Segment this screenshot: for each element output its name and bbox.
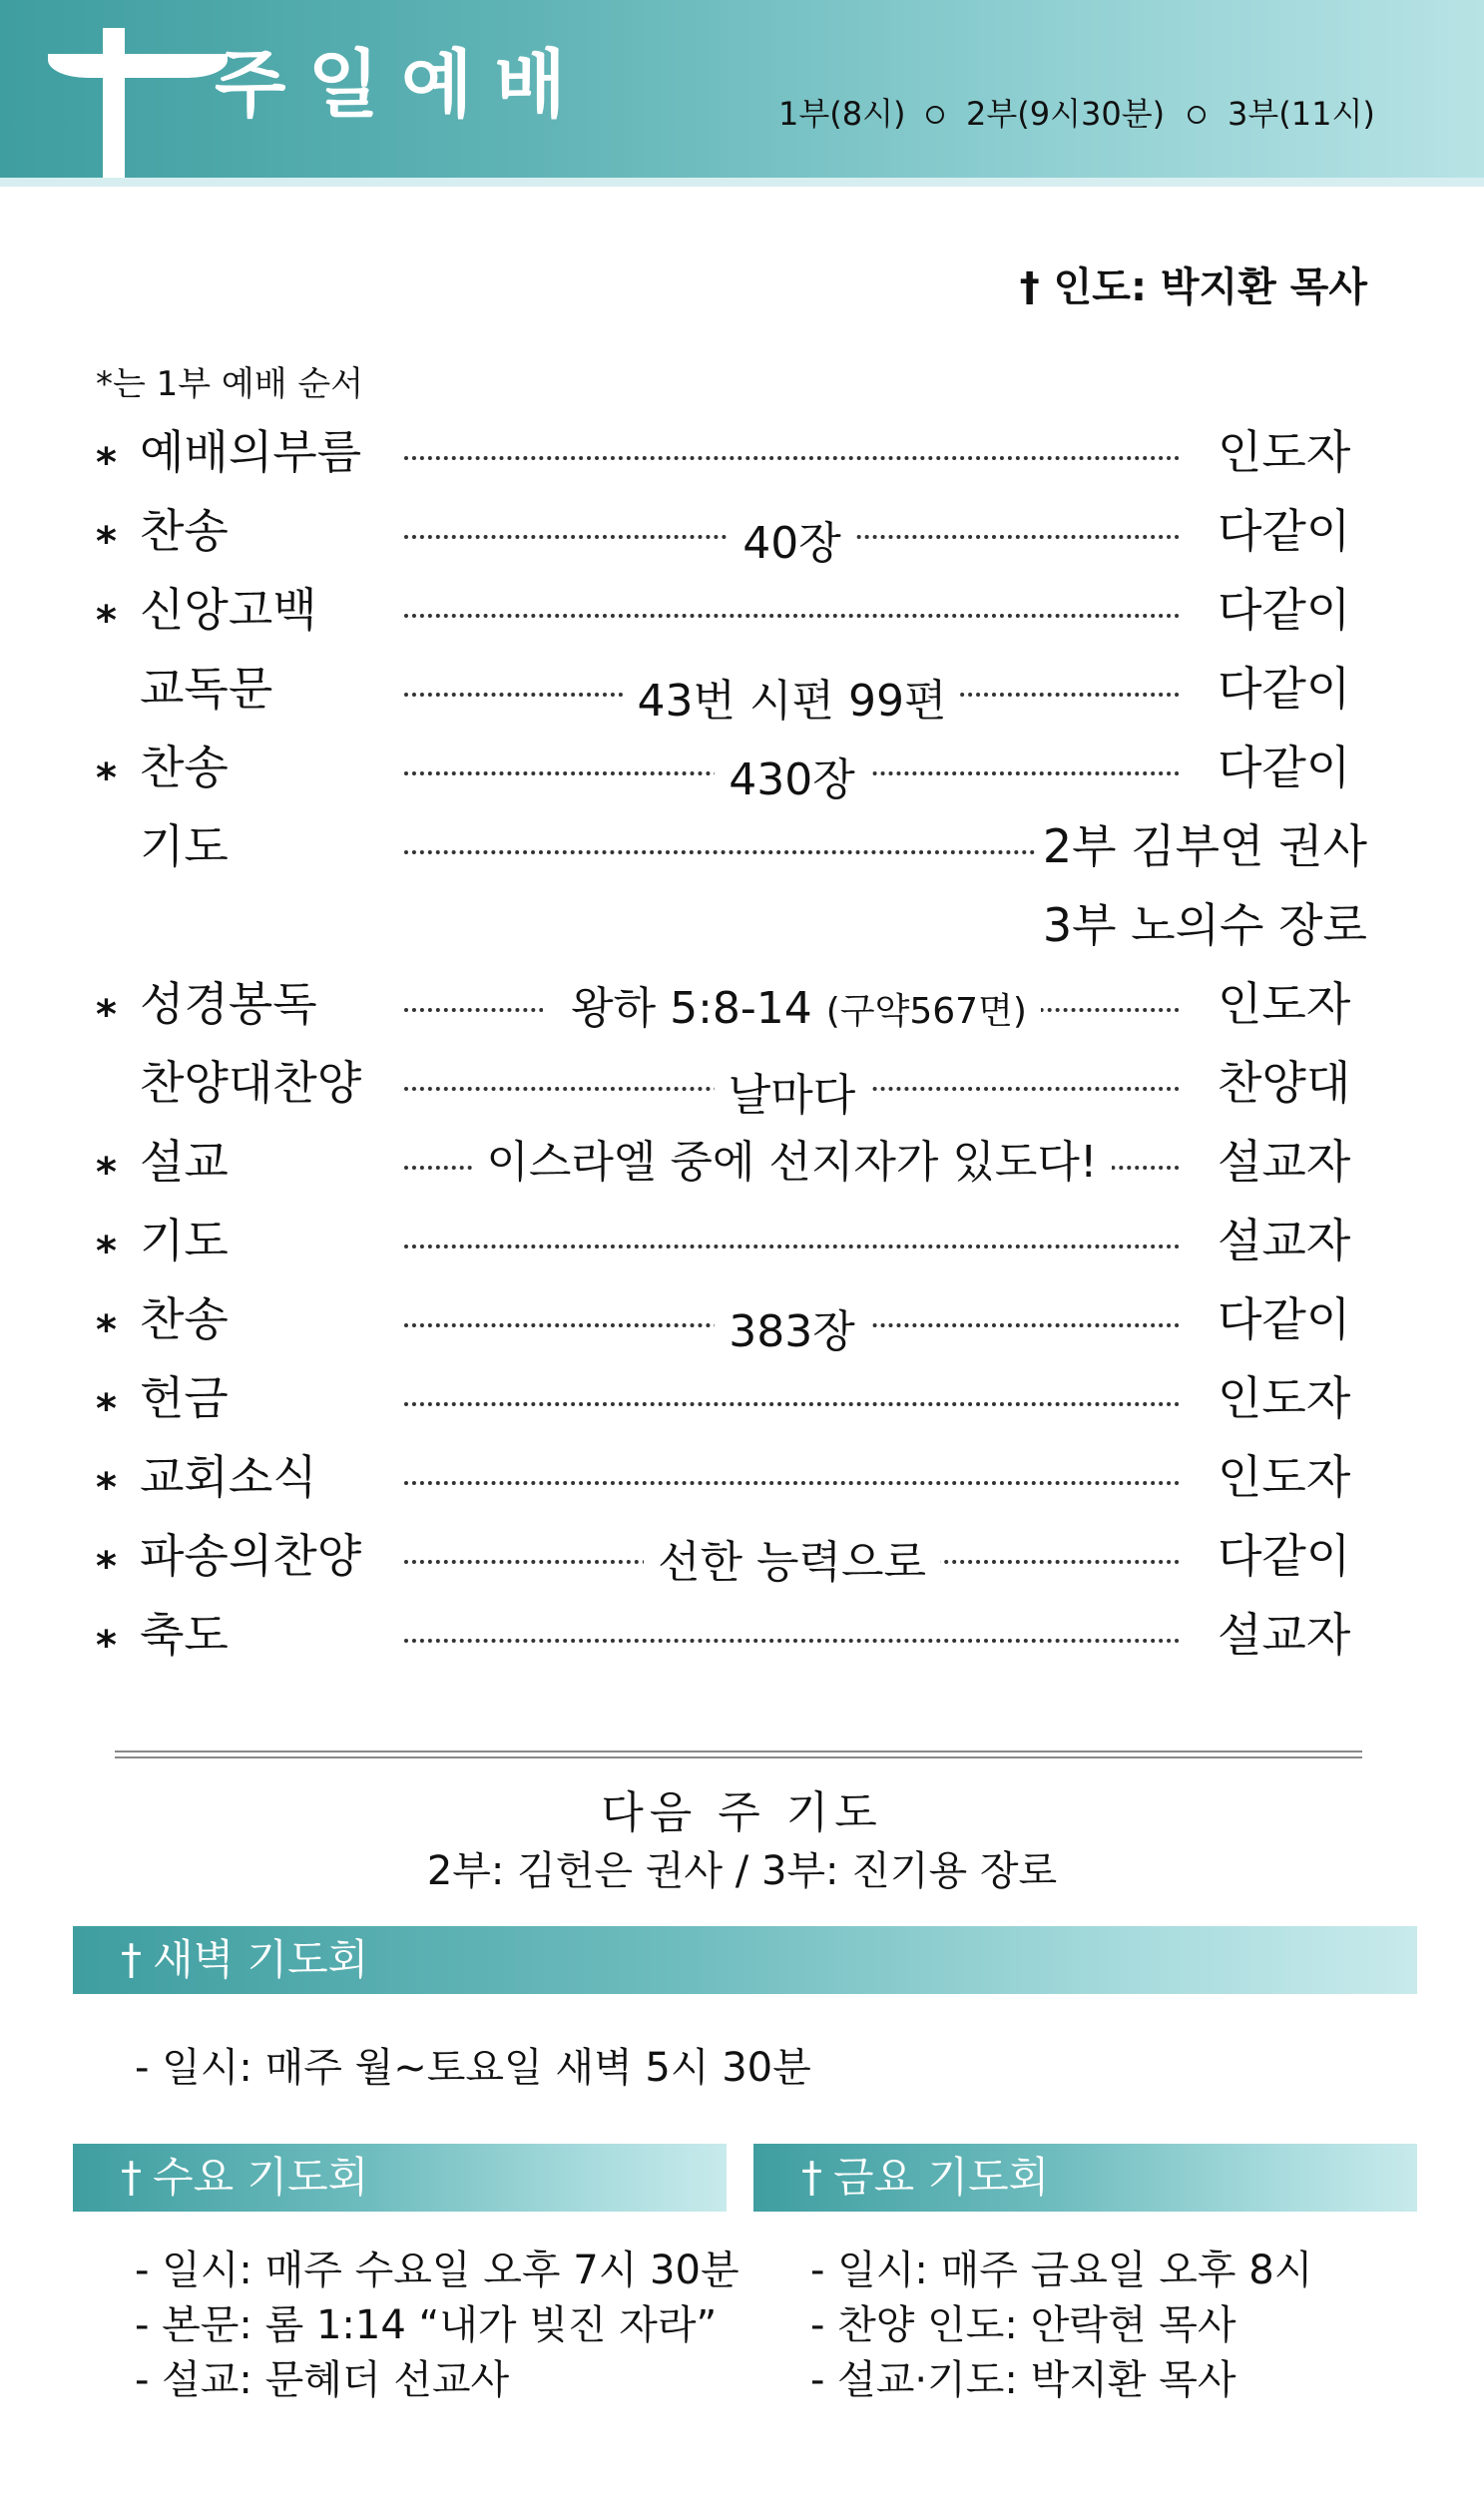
- order-row: [0, 662, 1484, 736]
- order-item: 신앙고백: [140, 583, 317, 637]
- wednesday-prayer-line: - 본문: 롬 1:14 “내가 빚진 자라”: [135, 2302, 718, 2348]
- order-who: 인도자: [1218, 977, 1351, 1031]
- order-row: [0, 1135, 1484, 1209]
- order-row: [0, 1529, 1484, 1603]
- order-who: 인도자: [1218, 1450, 1351, 1504]
- order-who: 다같이: [1218, 1529, 1351, 1583]
- friday-prayer-line: - 일시: 매주 금요일 오후 8시: [810, 2248, 1313, 2293]
- order-item: 찬송: [140, 504, 229, 558]
- order-who: 3부 노의수 장로: [1042, 898, 1367, 952]
- order-detail: 왕하 5:8-14 (구약567면): [404, 987, 1180, 1031]
- order-row: [0, 504, 1484, 578]
- order-who: 인도자: [1218, 1371, 1351, 1425]
- order-detail: 40장: [404, 522, 1180, 566]
- page-title: 주일예배: [215, 42, 588, 128]
- order-row: [0, 1371, 1484, 1445]
- star-marker: *: [96, 519, 117, 565]
- order-row: [0, 819, 1484, 893]
- order-who: 인도자: [1218, 425, 1351, 479]
- dotted-leader: [404, 850, 1035, 854]
- order-who: 다같이: [1218, 583, 1351, 637]
- section-divider: [115, 1756, 1362, 1758]
- order-detail: 383장: [404, 1310, 1180, 1354]
- section-divider: [115, 1750, 1362, 1752]
- order-note: *는 1부 예배 순서: [96, 364, 364, 404]
- service-time-3: 3부(11시): [1228, 95, 1375, 133]
- star-marker: *: [96, 1465, 117, 1511]
- order-row: [0, 1214, 1484, 1287]
- header-underline: [0, 178, 1484, 187]
- leader-line: † 인도: 박지환 목사: [1019, 264, 1367, 310]
- order-who: 찬양대: [1218, 1056, 1351, 1110]
- order-item: 찬양대찬양: [140, 1056, 362, 1110]
- wednesday-prayer-line: - 설교: 문혜더 선교사: [135, 2357, 510, 2403]
- order-item: 예배의부름: [140, 425, 362, 479]
- header-banner: [0, 0, 1484, 178]
- order-detail: 43번 시편 99편: [404, 680, 1180, 724]
- order-item: 교독문: [140, 662, 273, 716]
- order-item: 헌금: [140, 1371, 229, 1425]
- dotted-leader: [404, 1245, 1180, 1249]
- order-who: 다같이: [1218, 504, 1351, 558]
- dotted-leader: [404, 1481, 1180, 1485]
- order-row: [0, 898, 1484, 972]
- dawn-prayer-header: [73, 1926, 1417, 1994]
- circle-separator-icon: [1188, 106, 1206, 124]
- service-time-2: 2부(9시30분): [966, 95, 1166, 133]
- star-marker: *: [96, 1307, 117, 1353]
- dawn-prayer-line: - 일시: 매주 월~토요일 새벽 5시 30분: [135, 2045, 811, 2091]
- order-item: 교회소식: [140, 1450, 317, 1504]
- star-marker: *: [96, 598, 117, 644]
- order-who: 다같이: [1218, 1292, 1351, 1346]
- order-row: [0, 977, 1484, 1051]
- order-row: [0, 741, 1484, 814]
- order-item: 축도: [140, 1608, 229, 1662]
- order-item: 기도: [140, 1214, 229, 1267]
- star-marker: *: [96, 1544, 117, 1590]
- order-who: 설교자: [1218, 1214, 1351, 1267]
- order-row: [0, 1292, 1484, 1366]
- order-who: 설교자: [1218, 1608, 1351, 1662]
- dawn-prayer-title: 새벽 기도회: [153, 1935, 369, 1984]
- circle-separator-icon: [926, 106, 944, 124]
- friday-prayer-header: [753, 2144, 1417, 2212]
- order-row: [0, 1056, 1484, 1130]
- order-row: [0, 425, 1484, 499]
- service-time-1: 1부(8시): [778, 95, 906, 133]
- next-week-names: 2부: 김헌은 권사 / 3부: 진기용 장로: [426, 1848, 1058, 1894]
- wednesday-prayer-title: 수요 기도회: [153, 2153, 369, 2202]
- dagger-icon: †: [121, 1935, 142, 1984]
- dotted-leader: [404, 1639, 1180, 1643]
- star-marker: *: [96, 1386, 117, 1432]
- next-week-title: 다음 주 기도: [601, 1787, 883, 1838]
- order-item: 파송의찬양: [140, 1529, 362, 1583]
- order-detail: 날마다: [404, 1074, 1180, 1118]
- friday-prayer-line: - 설교·기도: 박지환 목사: [810, 2357, 1237, 2403]
- friday-prayer-line: - 찬양 인도: 안락현 목사: [810, 2302, 1237, 2348]
- dotted-leader: [404, 456, 1180, 460]
- order-who: 다같이: [1218, 662, 1351, 716]
- star-marker: *: [96, 440, 117, 486]
- order-item: 설교: [140, 1135, 229, 1189]
- order-who: 다같이: [1218, 741, 1351, 794]
- dagger-icon: †: [121, 2153, 142, 2202]
- wednesday-prayer-header: [73, 2144, 727, 2212]
- cross-icon: [103, 28, 125, 188]
- star-marker: *: [96, 1229, 117, 1274]
- dotted-leader: [404, 614, 1180, 618]
- order-row: [0, 583, 1484, 657]
- wednesday-prayer-line: - 일시: 매주 수요일 오후 7시 30분: [135, 2248, 740, 2293]
- star-marker: *: [96, 1150, 117, 1196]
- order-who: 설교자: [1218, 1135, 1351, 1189]
- order-item: 찬송: [140, 1292, 229, 1346]
- friday-prayer-title: 금요 기도회: [833, 2153, 1050, 2202]
- order-row: [0, 1450, 1484, 1524]
- order-detail: 이스라엘 중에 선지자가 있도다!: [404, 1141, 1180, 1185]
- order-item: 성경봉독: [140, 977, 317, 1031]
- order-item: 찬송: [140, 741, 229, 794]
- star-marker: *: [96, 992, 117, 1038]
- order-row: [0, 1608, 1484, 1682]
- order-who: 2부 김부연 권사: [1042, 819, 1367, 873]
- order-item: 기도: [140, 819, 229, 873]
- star-marker: *: [96, 755, 117, 801]
- dagger-icon: †: [801, 2153, 822, 2202]
- dotted-leader: [404, 1402, 1180, 1406]
- order-detail: 선한 능력으로: [404, 1541, 1180, 1585]
- star-marker: *: [96, 1623, 117, 1669]
- order-detail: 430장: [404, 758, 1180, 802]
- cross-icon-bar: [48, 54, 228, 78]
